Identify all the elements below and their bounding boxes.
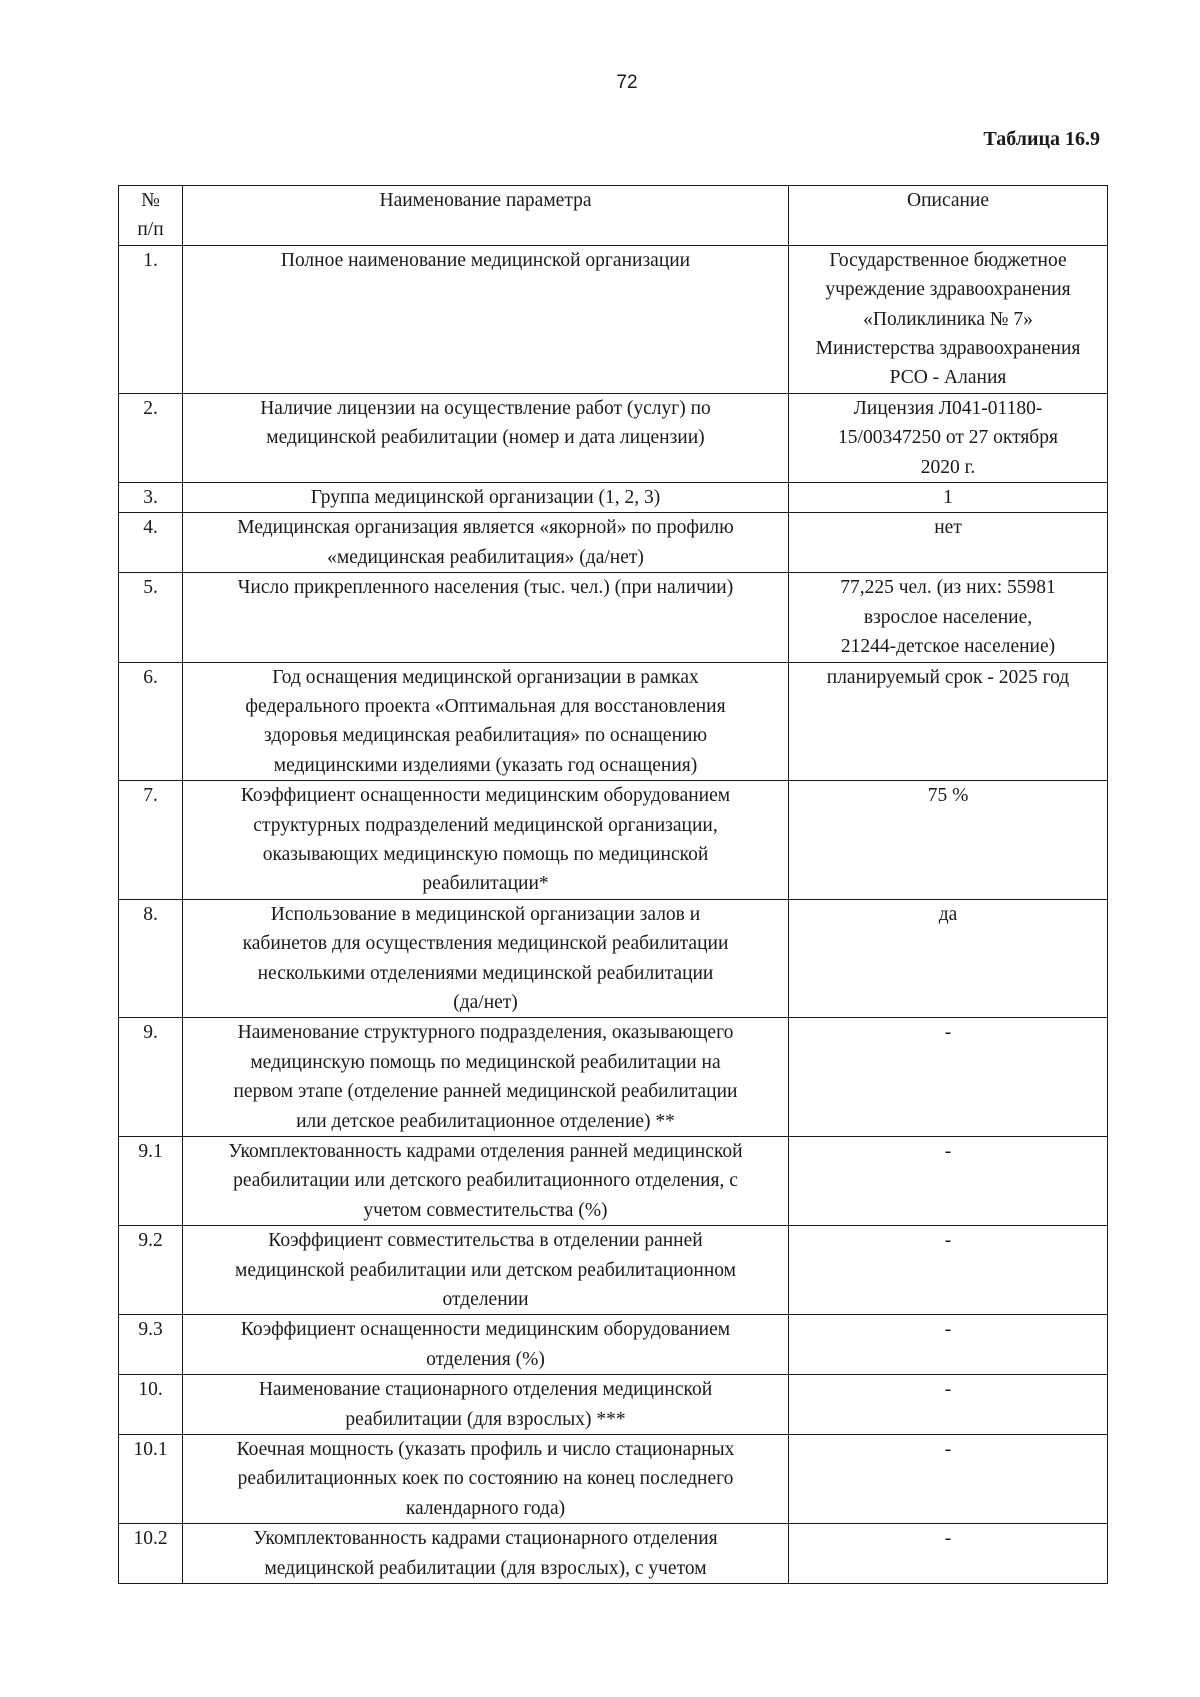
- row-parameter-name: [183, 513, 789, 573]
- row-parameter-name-line: Наименование стационарного отделения медицинской: [258, 1379, 713, 1401]
- row-description: [789, 1375, 1108, 1435]
- row-parameter-name-line: Год оснащения медицинской организации в рамках: [272, 666, 699, 688]
- row-parameter-name: [183, 1524, 789, 1584]
- table-row: [119, 513, 1108, 573]
- row-description-line: Лицензия Л041-01180-: [853, 397, 1043, 419]
- row-parameter-name-line: федерального проекта «Оптимальная для восстановления: [245, 695, 726, 717]
- row-parameter-name-line: реабилитационных коек по состоянию на конец последнего: [237, 1468, 734, 1490]
- row-number: 9.1: [119, 1137, 183, 1226]
- row-parameter-name: [183, 781, 789, 900]
- row-parameter-name: [183, 1137, 789, 1226]
- row-description-line: РСО - Алания: [889, 367, 1007, 389]
- row-parameter-name: [183, 1018, 789, 1137]
- row-parameter-name-line: реабилитации (для взрослых) ***: [345, 1408, 626, 1430]
- row-parameter-name-line: первом этапе (отделение ранней медицинской реабилитации: [233, 1081, 738, 1103]
- header-name: Наименование параметра: [183, 186, 789, 246]
- row-parameter-name-line: отделения (%): [426, 1348, 545, 1370]
- row-number: 7.: [119, 781, 183, 900]
- row-description-line: -: [944, 1439, 952, 1461]
- row-parameter-name-line: структурных подразделений медицинской организации,: [253, 814, 718, 836]
- table-row: [119, 573, 1108, 662]
- table-row: [119, 245, 1108, 393]
- table-row: [119, 1524, 1108, 1584]
- row-number: 3.: [119, 483, 183, 513]
- row-description-line: -: [944, 1528, 952, 1550]
- row-description: [789, 513, 1108, 573]
- row-parameter-name-line: медицинской реабилитации (номер и дата лицензии): [266, 427, 705, 449]
- row-number: 10.2: [119, 1524, 183, 1584]
- row-parameter-name: [183, 1435, 789, 1524]
- row-parameter-name-line: или детское реабилитационное отделение) **: [296, 1110, 675, 1132]
- row-parameter-name-line: несколькими отделениями медицинской реабилитации: [257, 962, 714, 984]
- row-description: [789, 245, 1108, 393]
- table-header-row: [119, 186, 1108, 246]
- row-parameter-name-line: медицинскую помощь по медицинской реабилитации на: [250, 1051, 721, 1073]
- row-description-line: да: [938, 903, 958, 925]
- row-description-line: 2020 г.: [920, 456, 976, 478]
- row-description: [789, 1315, 1108, 1375]
- row-description: [789, 393, 1108, 482]
- row-description-line: 77,225 чел. (из них: 55981: [840, 577, 1056, 599]
- row-description: [789, 899, 1108, 1018]
- row-parameter-name-line: Наименование структурного подразделения, оказывающего: [237, 1022, 734, 1044]
- table-row: [119, 899, 1108, 1018]
- row-description: [789, 483, 1108, 513]
- row-description-line: -: [944, 1230, 952, 1252]
- table-row: [119, 1315, 1108, 1375]
- parameters-table: [118, 185, 1108, 1584]
- table-row: [119, 662, 1108, 781]
- row-parameter-name-line: учетом совместительства (%): [363, 1199, 608, 1221]
- row-description: [789, 573, 1108, 662]
- row-parameter-name: [183, 1226, 789, 1315]
- table-row: [119, 393, 1108, 482]
- row-description-line: взрослое население,: [863, 606, 1033, 628]
- row-parameter-name-line: Медицинская организация является «якорной» по профилю: [237, 517, 734, 539]
- row-description: [789, 662, 1108, 781]
- row-number: 10.: [119, 1375, 183, 1435]
- table-row: [119, 483, 1108, 513]
- row-parameter-name-line: Коэффициент оснащенности медицинским оборудованием: [240, 1319, 731, 1341]
- table-row: [119, 781, 1108, 900]
- row-parameter-name: [183, 1315, 789, 1375]
- row-parameter-name-line: медицинскими изделиями (указать год оснащения): [273, 754, 698, 776]
- row-number: 6.: [119, 662, 183, 781]
- row-number: 9.2: [119, 1226, 183, 1315]
- row-parameter-name: [183, 573, 789, 662]
- row-parameter-name: [183, 662, 789, 781]
- row-description: [789, 1018, 1108, 1137]
- row-parameter-name: [183, 483, 789, 513]
- table-row: [119, 1435, 1108, 1524]
- table-caption: Таблица 16.9: [983, 128, 1100, 150]
- row-number: 4.: [119, 513, 183, 573]
- row-parameter-name-line: Использование в медицинской организации залов и: [270, 903, 701, 925]
- row-parameter-name-line: кабинетов для осуществления медицинской реабилитации: [242, 933, 729, 955]
- row-parameter-name: [183, 1375, 789, 1435]
- table-row: [119, 1137, 1108, 1226]
- row-parameter-name-line: реабилитации или детского реабилитационного отделения, с: [233, 1170, 738, 1192]
- row-parameter-name-line: медицинской реабилитации (для взрослых), с учетом: [264, 1557, 707, 1579]
- header-num-line: п/п: [137, 219, 164, 241]
- row-description-line: 1: [943, 487, 953, 509]
- row-description: [789, 1137, 1108, 1226]
- table-row: [119, 1226, 1108, 1315]
- row-parameter-name-line: Коэффициент совместительства в отделении ранней: [268, 1230, 703, 1252]
- row-description: [789, 1435, 1108, 1524]
- row-parameter-name-line: календарного года): [405, 1497, 566, 1519]
- row-description-line: 21244-детское население): [840, 636, 1056, 658]
- row-number: 5.: [119, 573, 183, 662]
- row-parameter-name-line: Укомплектованность кадрами отделения ранней медицинской: [228, 1141, 743, 1162]
- row-number: 2.: [119, 393, 183, 482]
- header-num-line: №: [141, 190, 160, 211]
- row-parameter-name-line: (да/нет): [453, 991, 518, 1013]
- table-row: [119, 1375, 1108, 1435]
- page-number: 72: [616, 72, 638, 93]
- row-parameter-name: [183, 393, 789, 482]
- row-description-line: учреждение здравоохранения: [825, 279, 1071, 301]
- header-num: [119, 186, 183, 246]
- row-parameter-name-line: Укомплектованность кадрами стационарного отделения: [253, 1528, 718, 1550]
- row-number: 1.: [119, 245, 183, 393]
- row-parameter-name-line: здоровья медицинская реабилитация» по оснащению: [263, 725, 708, 747]
- row-parameter-name-line: Коэффициент оснащенности медицинским оборудованием: [240, 785, 731, 807]
- row-number: 9.3: [119, 1315, 183, 1375]
- row-description: [789, 781, 1108, 900]
- row-parameter-name-line: медицинской реабилитации или детском реабилитационном: [234, 1259, 736, 1281]
- table-row: [119, 1018, 1108, 1137]
- row-parameter-name-line: Число прикрепленного населения (тыс. чел.) (при наличии): [237, 577, 734, 599]
- row-description-line: -: [944, 1379, 952, 1401]
- row-description-line: Министерства здравоохранения: [815, 338, 1081, 360]
- row-parameter-name-line: «медицинская реабилитация» (да/нет): [327, 546, 644, 568]
- table-body: [119, 245, 1108, 1583]
- row-description-line: -: [944, 1319, 952, 1341]
- row-description-line: «Поликлиника № 7»: [863, 308, 1033, 330]
- row-parameter-name: [183, 899, 789, 1018]
- row-parameter-name-line: реабилитации*: [422, 873, 549, 895]
- row-parameter-name-line: отделении: [442, 1289, 529, 1311]
- header-desc: Описание: [789, 186, 1108, 246]
- row-description: [789, 1524, 1108, 1584]
- row-number: 9.: [119, 1018, 183, 1137]
- row-parameter-name-line: Группа медицинской организации (1, 2, 3): [310, 487, 661, 509]
- row-parameter-name-line: Наличие лицензии на осуществление работ (услуг) по: [260, 397, 711, 419]
- row-parameter-name-line: Коечная мощность (указать профиль и число стационарных: [236, 1439, 735, 1461]
- row-parameter-name-line: Полное наименование медицинской организации: [280, 249, 691, 271]
- row-description-line: -: [944, 1022, 952, 1044]
- row-number: 8.: [119, 899, 183, 1018]
- row-description-line: 15/00347250 от 27 октября: [838, 427, 1058, 449]
- row-parameter-name: [183, 245, 789, 393]
- row-description: [789, 1226, 1108, 1315]
- row-description-line: нет: [934, 517, 962, 539]
- row-description-line: планируемый срок - 2025 год: [826, 666, 1070, 688]
- row-description-line: Государственное бюджетное: [829, 249, 1067, 271]
- row-description-line: -: [944, 1141, 952, 1162]
- row-description-line: 75 %: [927, 785, 969, 807]
- row-parameter-name-line: оказывающих медицинскую помощь по медицинской: [262, 843, 709, 865]
- row-number: 10.1: [119, 1435, 183, 1524]
